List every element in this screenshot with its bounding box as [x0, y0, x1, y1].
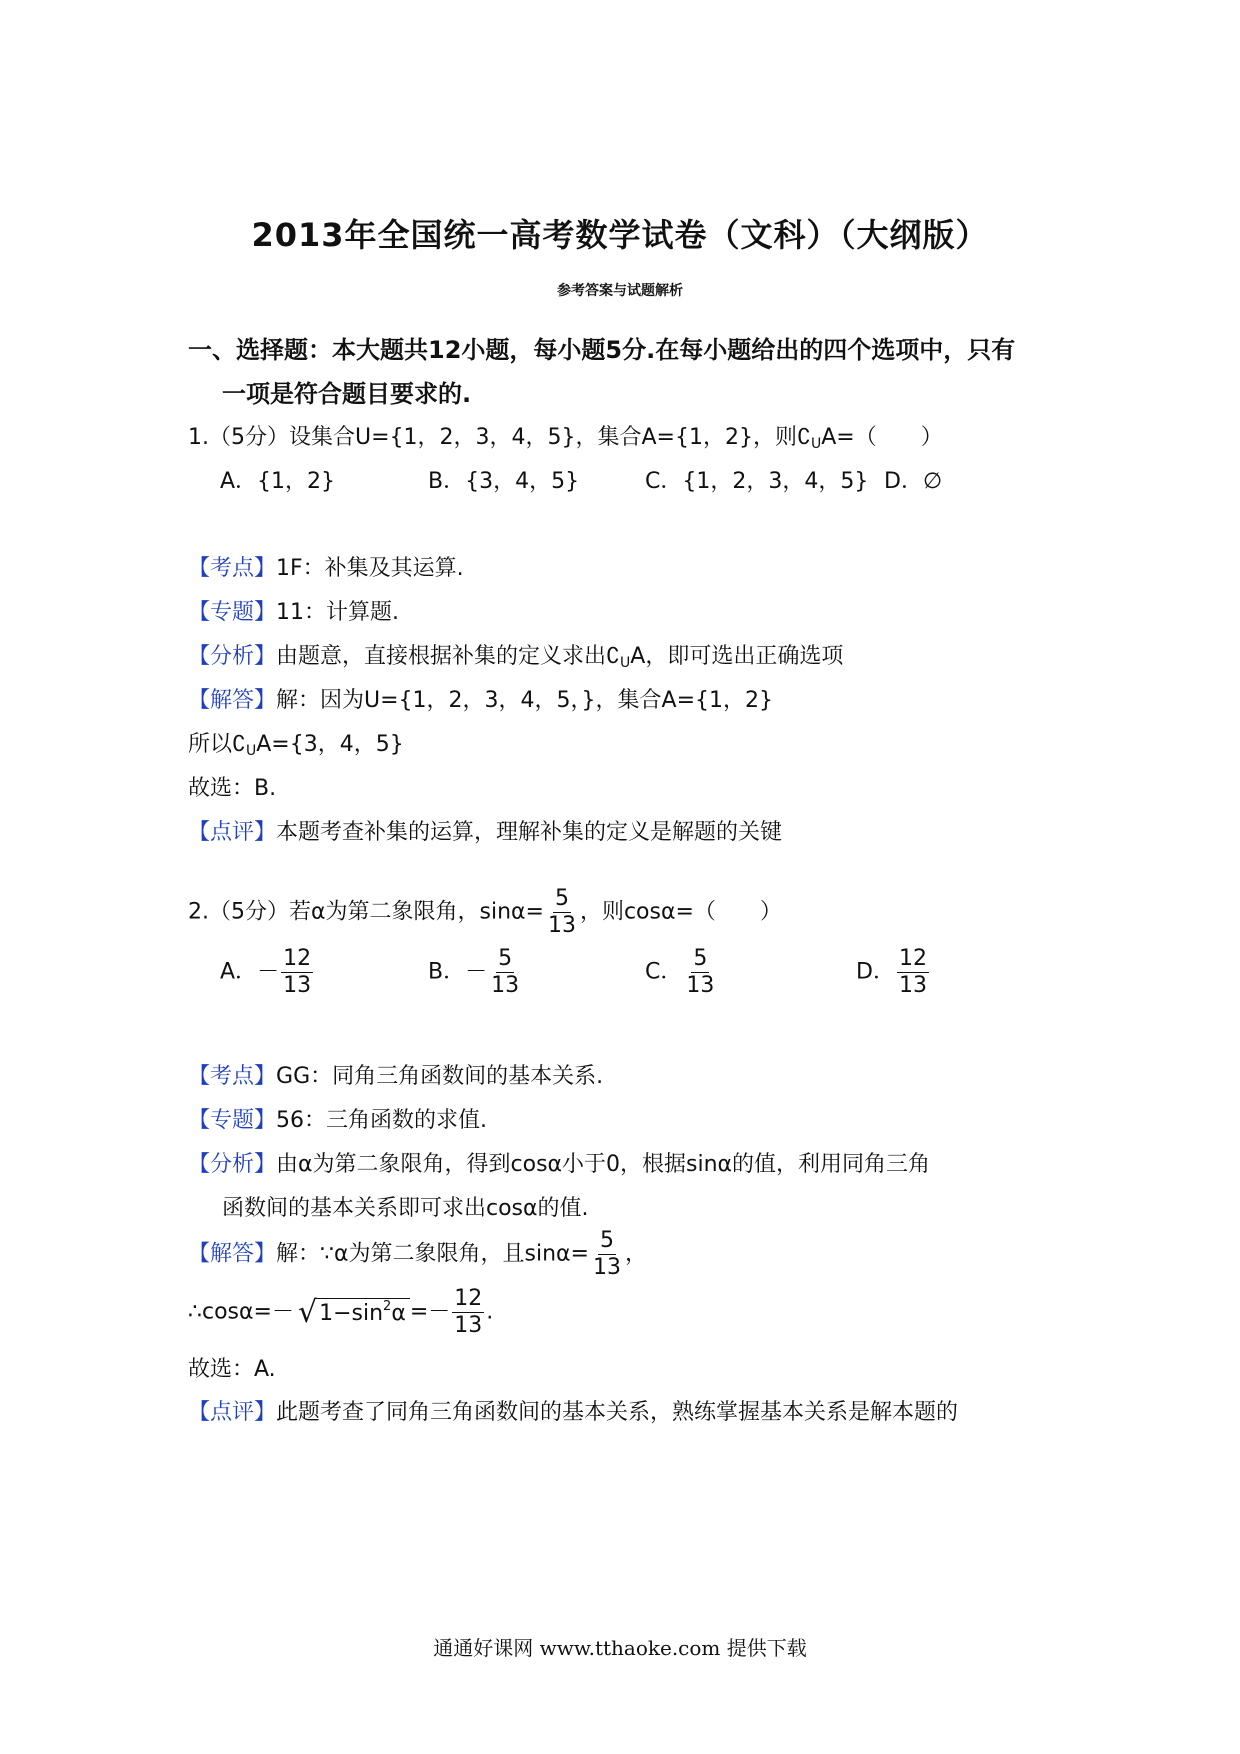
- q2-option-b: [428, 948, 523, 997]
- option-label: D．: [856, 959, 895, 985]
- q2-answer: 故选：A.: [188, 1357, 276, 1382]
- q2-stem: [188, 888, 782, 937]
- q1-suoyi: [188, 727, 404, 759]
- calc-prefix: ∴cosα=－: [188, 1299, 294, 1325]
- q1-suoyi-end: A={3，4，5}: [256, 732, 404, 757]
- q1-zhuanti-text: 11：计算题.: [276, 600, 400, 625]
- q2-jieda-end: ，: [624, 1241, 647, 1267]
- q2-zhuanti: [188, 1103, 487, 1134]
- fraction-numerator: 5: [599, 1228, 614, 1253]
- option-label: C．: [645, 959, 683, 985]
- option-fraction: [489, 948, 521, 997]
- option-label: A．: [220, 959, 258, 985]
- fraction-denominator: 13: [592, 1255, 621, 1280]
- q2-dianping-text: 此题考查了同角三角函数间的基本关系，熟练掌握基本关系是解本题的: [276, 1400, 959, 1425]
- q1-zhuanti-tag: 【专题】: [188, 600, 277, 625]
- option-label: B．: [428, 959, 466, 985]
- q2-fenxi-line2: 函数间的基本关系即可求出cosα的值.: [222, 1196, 589, 1221]
- fraction-numerator: 12: [898, 946, 927, 971]
- q2-jieda-tag: 【解答】: [188, 1241, 277, 1267]
- option-sign: －: [257, 959, 280, 985]
- q2-jieda-text: 解：∵α为第二象限角，且sinα=: [276, 1241, 589, 1267]
- fraction-numerator: 5: [693, 946, 708, 971]
- q1-jieda-text: 解：因为U={1，2，3，4，5，}，集合A={1，2}: [276, 688, 774, 713]
- page-title: 2013年全国统一高考数学试卷（文科）（大纲版）: [251, 216, 989, 254]
- radicand-alpha: α: [391, 1301, 406, 1326]
- fraction-numerator: 12: [283, 946, 312, 971]
- q2-option-d: [856, 948, 931, 997]
- q1-option-c: C．{1，2，3，4，5}: [645, 469, 869, 494]
- fraction-denominator: 13: [283, 973, 312, 998]
- q2-stem-fraction: [546, 888, 578, 937]
- q1-kaodian-text: 1F：补集及其运算.: [276, 556, 464, 581]
- q1-suoyi-subscript: U: [246, 743, 257, 759]
- q1-kaodian: [188, 551, 464, 582]
- q1-dianping-tag: 【点评】: [188, 820, 277, 845]
- q1-kaodian-tag: 【考点】: [188, 556, 277, 581]
- fraction-denominator: 13: [686, 973, 715, 998]
- radicand: [317, 1298, 410, 1326]
- page-subtitle: 参考答案与试题解析: [557, 283, 683, 299]
- option-fraction: [281, 948, 313, 997]
- q1-jieda-tag: 【解答】: [188, 688, 277, 713]
- q1-option-a: A．{1，2}: [220, 469, 336, 494]
- q2-kaodian-text: GG：同角三角函数间的基本关系.: [276, 1064, 604, 1089]
- q1-fenxi-subscript: U: [620, 655, 631, 671]
- q1-option-b: B．{3，4，5}: [428, 469, 580, 494]
- radicand-text: 1−sin: [319, 1301, 384, 1326]
- section-heading-line2: 一项是符合题目要求的.: [222, 380, 472, 408]
- fraction-denominator: 13: [898, 973, 927, 998]
- section-heading-line1: 一、选择题：本大题共12小题，每小题5分.在每小题给出的四个选项中，只有: [188, 336, 1016, 364]
- radicand-exponent: 2: [383, 1299, 392, 1314]
- calc-equals: =－: [409, 1299, 451, 1325]
- fraction-denominator: 13: [454, 1313, 483, 1338]
- q2-kaodian: [188, 1059, 603, 1090]
- q2-zhuanti-text: 56：三角函数的求值.: [276, 1108, 488, 1133]
- q1-stem-subscript: U: [810, 436, 822, 452]
- q2-option-c: [645, 948, 718, 997]
- q1-option-d: D．∅: [884, 469, 943, 494]
- q2-dianping: [188, 1395, 958, 1426]
- radical-sign: √: [297, 1295, 318, 1330]
- q2-fenxi-line1: [188, 1147, 930, 1178]
- q2-dianping-tag: 【点评】: [188, 1400, 277, 1425]
- q1-dianping: [188, 815, 782, 846]
- fraction-numerator: 12: [454, 1286, 483, 1311]
- q2-option-a: [220, 948, 315, 997]
- q1-zhuanti: [188, 595, 399, 626]
- calc-fraction: [452, 1288, 484, 1337]
- q2-calculation: [188, 1288, 493, 1337]
- q2-jieda-fraction: [591, 1230, 623, 1279]
- option-sign: －: [465, 959, 488, 985]
- q1-fenxi-tag: 【分析】: [188, 644, 277, 669]
- q1-stem-end: A=（ ）: [821, 425, 943, 450]
- q1-answer: 故选：B.: [188, 776, 277, 801]
- q1-stem: [188, 420, 943, 452]
- q1-jieda: [188, 683, 773, 714]
- q2-fenxi-text: 由α为第二象限角，得到cosα小于0，根据sinα的值，利用同角三角: [276, 1152, 931, 1177]
- q2-jieda: [188, 1230, 647, 1279]
- option-fraction: [684, 948, 716, 997]
- page-footer: 通通好课网 www.tthaoke.com 提供下载: [433, 1636, 807, 1660]
- square-root: [298, 1295, 410, 1330]
- q1-fenxi-end: A，即可选出正确选项: [630, 644, 844, 669]
- q2-stem-text: 2.（5分）若α为第二象限角，sinα=: [188, 899, 544, 925]
- fraction-denominator: 13: [491, 973, 520, 998]
- q2-fenxi-tag: 【分析】: [188, 1152, 277, 1177]
- q1-stem-text: 1.（5分）设集合U={1，2，3，4，5}，集合A={1，2}，则∁: [188, 425, 811, 450]
- fraction-numerator: 5: [498, 946, 513, 971]
- q1-fenxi-text: 由题意，直接根据补集的定义求出∁: [276, 644, 621, 669]
- q2-stem-end: ，则cosα=（ ）: [579, 899, 782, 925]
- calc-end: .: [486, 1299, 494, 1325]
- q1-suoyi-text: 所以∁: [188, 732, 246, 757]
- fraction-numerator: 5: [554, 886, 569, 911]
- option-fraction: [897, 948, 929, 997]
- q1-fenxi: [188, 639, 843, 671]
- fraction-denominator: 13: [547, 913, 576, 938]
- q2-zhuanti-tag: 【专题】: [188, 1108, 277, 1133]
- q1-dianping-text: 本题考查补集的运算，理解补集的定义是解题的关键: [276, 820, 783, 845]
- q2-kaodian-tag: 【考点】: [188, 1064, 277, 1089]
